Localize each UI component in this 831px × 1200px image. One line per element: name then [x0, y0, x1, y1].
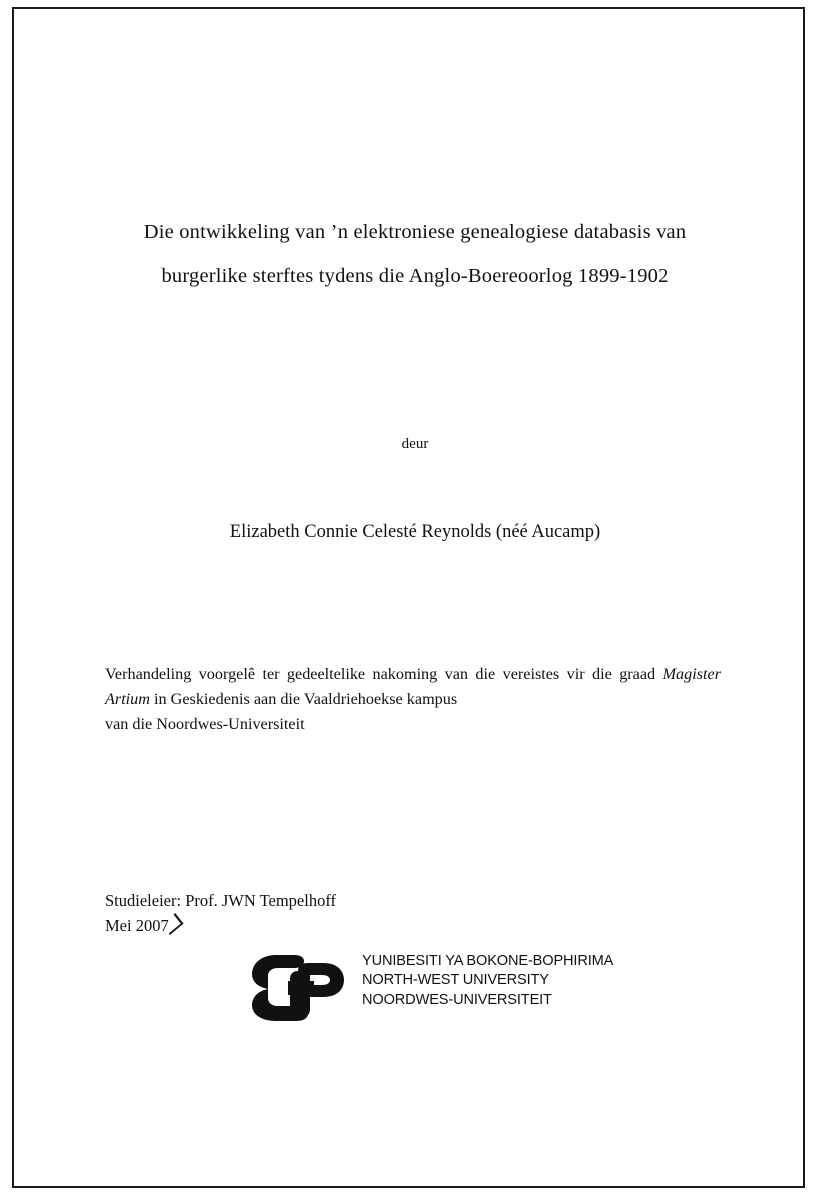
submission-line-2-suffix: in Geskiedenis aan die Vaaldriehoekse kampus	[149, 690, 458, 708]
submission-line-2-prefix: graad	[619, 665, 663, 683]
university-logo	[248, 952, 678, 1022]
supervisor-line: Studieleier: Prof. JWN Tempelhoff	[105, 891, 337, 910]
byline-label: deur	[401, 436, 429, 452]
submission-statement	[105, 662, 721, 737]
author-name: Elizabeth Connie Celesté Reynolds (néé Aucamp)	[229, 522, 601, 542]
logo-line-afrikaans: NOORDWES-UNIVERSITEIT	[362, 991, 552, 1008]
date-line: Mei 2007	[105, 916, 169, 935]
supervisor-block	[105, 888, 725, 938]
page-title-line-1: Die ontwikkeling van ’n elektroniese genealogiese databasis van	[143, 221, 687, 243]
logo-line-english: NORTH-WEST UNIVERSITY	[362, 972, 549, 989]
page-title-line-2: burgerlike sterftes tydens die Anglo-Boereoorlog 1899-1902	[161, 265, 669, 287]
date-line-wrapper	[105, 913, 169, 938]
submission-line-1: Verhandeling voorgelê ter gedeeltelike nakoming van die vereistes vir die	[105, 665, 612, 683]
submission-line-3: van die Noordwes-Universiteit	[105, 715, 305, 733]
degree-name: Magister Artium	[105, 665, 722, 708]
title-page-content	[100, 0, 730, 1181]
page-title	[100, 210, 730, 298]
logo-line-setswana: YUNIBESITI YA BOKONE-BOPHIRIMA	[362, 953, 614, 969]
nwu-logo-icon	[248, 955, 358, 1021]
university-logo-text	[362, 952, 613, 1010]
